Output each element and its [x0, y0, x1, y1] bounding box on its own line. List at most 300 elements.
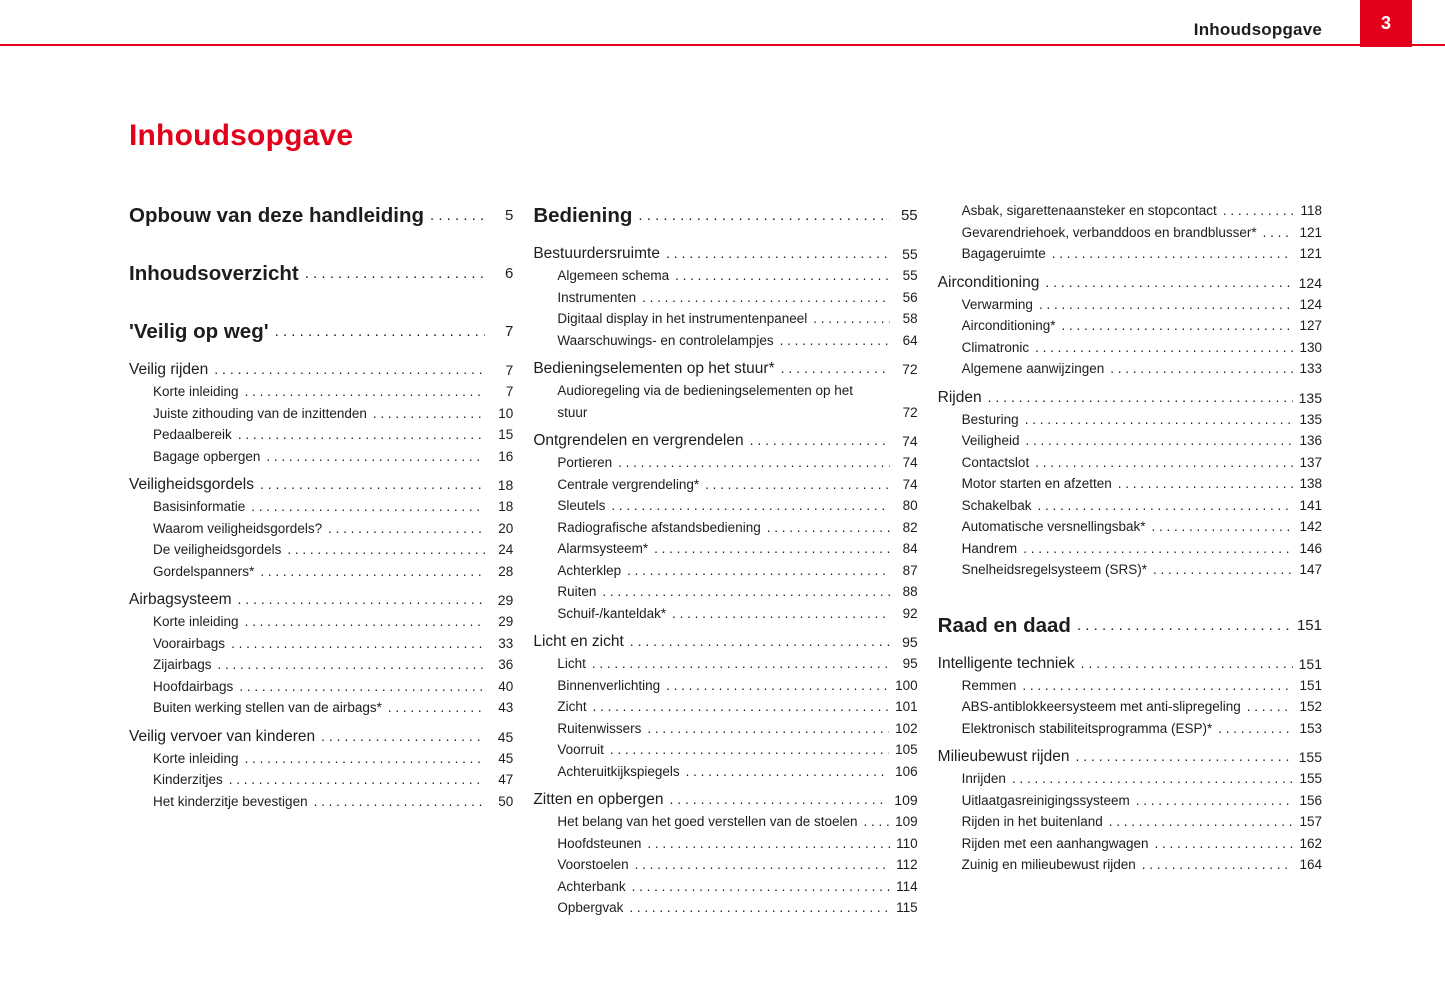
toc-entry: [129, 381, 513, 403]
toc-leader-dots: [1039, 271, 1292, 294]
toc-entry-label: Bediening: [533, 204, 633, 227]
toc-entry: [533, 876, 917, 898]
toc-leader-dots: [1257, 222, 1294, 244]
toc-entry-label: Schakelbak: [961, 497, 1032, 513]
toc-entry-page: 87: [902, 562, 918, 578]
toc-entry-page: 130: [1299, 339, 1322, 355]
toc-leader-dots: [1147, 559, 1293, 581]
toc-leader-dots: [626, 876, 890, 898]
toc-entry-page: 151: [1299, 677, 1322, 693]
toc-entry: [533, 833, 917, 855]
page-number-box: [1360, 0, 1412, 47]
toc-entry-page: 64: [902, 332, 918, 348]
toc-entry-label: Bedieningselementen op het stuur*: [533, 360, 775, 377]
toc-leader-dots: [223, 769, 486, 791]
toc-entry-label: Veiligheid: [961, 433, 1020, 448]
toc-entry-page: 84: [902, 541, 918, 556]
toc-entry-page: 33: [498, 635, 514, 651]
toc-entry-label: Juiste zithouding van de inzittenden: [153, 405, 367, 421]
toc-column-right: [938, 200, 1322, 876]
toc-entry-label: Voorruit: [557, 742, 604, 757]
toc-leader-dots: [586, 653, 890, 675]
toc-leader-dots: [308, 791, 486, 813]
toc-entry-label: Inhoudsoverzicht: [129, 262, 299, 285]
toc-entry: [533, 330, 917, 352]
toc-leader-dots: [663, 788, 888, 811]
toc-column-middle: [533, 200, 917, 919]
toc-leader-dots: [596, 581, 889, 603]
toc-entry: [938, 315, 1322, 337]
toc-entry-page: 80: [902, 498, 918, 513]
toc-entry-page: 28: [498, 563, 514, 579]
toc-entry: [938, 271, 1322, 294]
toc-entry-label: Het belang van het goed verstellen van de stoelen: [557, 814, 858, 829]
toc-leader-dots: [1019, 430, 1293, 452]
toc-entry-label: Alarmsysteem*: [557, 541, 649, 556]
toc-leader-dots: [641, 833, 889, 855]
toc-entry-label: Pedaalbereik: [153, 427, 232, 442]
toc-entry-label: Binnenverlichting: [557, 677, 661, 693]
toc-leader-dots: [641, 718, 889, 740]
toc-entry-page: 55: [902, 246, 918, 262]
toc-entry-label: Airconditioning*: [961, 318, 1056, 333]
toc-leader-dots: [233, 676, 485, 698]
toc-entry-page: 135: [1299, 411, 1322, 427]
toc-entry-label: Automatische versnellingsbak*: [961, 519, 1146, 534]
toc-entry: [129, 473, 513, 496]
toc-entry: [129, 358, 513, 381]
toc-entry-label: Opbouw van deze handleiding: [129, 204, 424, 227]
toc-entry-label: Airbagsysteem: [129, 591, 232, 608]
toc-entry-label: Hoofdairbags: [153, 678, 234, 694]
toc-entry-page: 141: [1299, 497, 1322, 513]
toc-entry-label: Intelligente techniek: [937, 654, 1075, 672]
toc-entry-page: 29: [498, 614, 514, 629]
toc-entry-page: 112: [896, 857, 918, 872]
toc-entry: [129, 769, 513, 791]
toc-leader-dots: [660, 675, 889, 697]
toc-entry-page: 88: [902, 584, 918, 599]
toc-entry-label: Ontgrendelen en vergrendelen: [533, 432, 744, 449]
toc-entry-label: Kinderzitjes: [153, 772, 223, 787]
toc-entry-label: Remmen: [961, 677, 1017, 693]
toc-leader-dots: [605, 495, 889, 517]
toc-entry-label: Zuinig en milieubewust rijden: [961, 857, 1136, 872]
toc-entry-label: Audioregeling via de bedieningselementen op het stuur: [557, 383, 854, 420]
toc-entry: [533, 653, 917, 675]
toc-entry-label: Ruitenwissers: [557, 720, 642, 736]
toc-columns: [129, 200, 1322, 919]
toc-entry-page: 29: [497, 592, 514, 608]
toc-entry-label: Licht en zicht: [533, 633, 624, 650]
toc-entry: [938, 222, 1322, 244]
toc-leader-dots: [660, 242, 890, 265]
toc-leader-dots: [232, 588, 486, 611]
toc-leader-dots: [1019, 409, 1294, 431]
toc-entry: [533, 517, 917, 539]
toc-entry: [938, 386, 1322, 409]
toc-entry: [129, 791, 513, 813]
toc-leader-dots: [744, 429, 890, 452]
toc-entry-page: 56: [902, 289, 918, 305]
toc-entry-page: 152: [1299, 699, 1322, 714]
toc-leader-dots: [1103, 811, 1294, 833]
toc-entry: [129, 200, 513, 229]
toc-leader-dots: [604, 739, 889, 761]
toc-entry: [938, 337, 1322, 359]
toc-entry-label: Rijden: [937, 388, 982, 406]
toc-entry-label: Gevarendriehoek, verbanddoos en brandblusser*: [961, 224, 1257, 240]
toc-entry-label: Basisinformatie: [153, 499, 246, 514]
toc-entry: [938, 718, 1322, 740]
toc-entry-label: Asbak, sigarettenaansteker en stopcontact: [961, 203, 1217, 218]
toc-leader-dots: [315, 725, 485, 748]
toc-entry: [533, 357, 917, 380]
toc-entry-page: 55: [900, 207, 918, 224]
toc-entry: [938, 538, 1322, 560]
toc-leader-dots: [1029, 337, 1293, 359]
toc-entry-label: Elektronisch stabiliteitsprogramma (ESP)*: [961, 720, 1213, 736]
toc-leader-dots: [636, 287, 890, 309]
toc-entry-label: Het kinderzitje bevestigen: [153, 793, 308, 809]
toc-leader-dots: [775, 357, 890, 380]
toc-entry-page: 124: [1298, 274, 1322, 291]
toc-entry: [938, 409, 1322, 431]
toc-entry: [129, 561, 513, 583]
toc-entry-label: Snelheidsregelsysteem (SRS)*: [961, 562, 1147, 577]
toc-entry-page: 115: [896, 900, 918, 915]
toc-leader-dots: [1104, 358, 1293, 380]
toc-entry: [533, 761, 917, 783]
toc-leader-dots: [1241, 696, 1294, 718]
toc-entry: [533, 718, 917, 740]
toc-leader-dots: [1112, 473, 1294, 495]
toc-entry: [533, 739, 917, 761]
toc-entry-page: 6: [504, 265, 514, 282]
toc-leader-dots: [761, 517, 890, 539]
toc-entry: [938, 833, 1322, 855]
toc-entry: [129, 748, 513, 770]
toc-leader-dots: [632, 200, 889, 229]
toc-leader-dots: [1146, 516, 1294, 538]
toc-entry: [938, 358, 1322, 380]
toc-entry: [533, 538, 917, 560]
toc-leader-dots: [1212, 718, 1293, 740]
toc-leader-dots: [699, 474, 889, 496]
toc-leader-dots: [1046, 243, 1294, 265]
toc-entry-page: 142: [1299, 519, 1322, 534]
toc-entry-page: 114: [896, 878, 918, 894]
toc-entry-page: 121: [1299, 224, 1322, 240]
toc-entry: [129, 316, 513, 345]
toc-entry: [129, 518, 513, 540]
toc-entry-page: 7: [505, 384, 514, 399]
toc-entry-label: Rijden met een aanhangwagen: [961, 835, 1149, 851]
toc-content: [129, 118, 1322, 919]
toc-entry: [533, 380, 917, 423]
toc-entry: [533, 242, 917, 265]
toc-entry-page: 106: [895, 763, 918, 779]
toc-entry-label: ABS-antiblokkeersysteem met anti-slipregeling: [961, 699, 1241, 714]
toc-entry-page: 55: [902, 268, 918, 283]
toc-entry-label: Milieubewust rijden: [937, 748, 1070, 765]
toc-entry: [938, 696, 1322, 718]
toc-entry: [938, 495, 1322, 517]
toc-entry-page: 74: [902, 433, 918, 449]
toc-entry-label: Contactslot: [961, 454, 1030, 470]
toc-entry-page: 72: [902, 361, 918, 377]
toc-entry-page: 135: [1298, 389, 1322, 406]
toc-entry-page: 151: [1296, 616, 1322, 634]
toc-entry-page: 20: [498, 520, 514, 536]
toc-entry-page: 137: [1299, 454, 1322, 470]
header-rule: [0, 44, 1445, 46]
toc-leader-dots: [254, 473, 485, 496]
toc-entry-label: Motor starten en afzetten: [961, 476, 1112, 491]
toc-entry-page: 36: [498, 657, 514, 672]
toc-entry-label: Veiligheidsgordels: [129, 476, 254, 493]
toc-entry-page: 127: [1299, 318, 1322, 333]
toc-leader-dots: [208, 358, 485, 381]
toc-entry-page: 72: [902, 404, 918, 420]
toc-leader-dots: [621, 560, 890, 582]
toc-entry-label: Zicht: [557, 699, 587, 714]
toc-entry: [533, 696, 917, 718]
toc-leader-dots: [1130, 790, 1294, 812]
page-header: [0, 0, 1445, 48]
toc-leader-dots: [254, 561, 485, 583]
toc-entry-page: 109: [894, 792, 918, 808]
toc-entry-page: 10: [498, 405, 514, 421]
toc-leader-dots: [212, 654, 486, 676]
toc-entry-page: 147: [1299, 562, 1322, 577]
toc-entry-page: 95: [902, 634, 918, 650]
toc-entry-page: 58: [902, 311, 918, 326]
toc-entry: [533, 287, 917, 309]
toc-entry-page: 15: [498, 427, 514, 442]
toc-entry: [938, 811, 1322, 833]
toc-entry-label: Zijairbags: [153, 657, 212, 672]
toc-entry-label: Besturing: [961, 411, 1019, 427]
toc-entry: [129, 588, 513, 611]
toc-entry: [129, 654, 513, 676]
toc-entry: [938, 768, 1322, 790]
toc-entry: [533, 474, 917, 496]
toc-leader-dots: [245, 496, 485, 518]
toc-leader-dots: [666, 603, 890, 625]
page-number: 3: [1380, 13, 1391, 33]
toc-entry: [938, 745, 1322, 768]
toc-entry-page: 164: [1299, 857, 1322, 872]
toc-entry: [129, 446, 513, 468]
toc-leader-dots: [269, 316, 486, 345]
toc-entry-label: 'Veilig op weg': [129, 320, 269, 343]
toc-entry-label: Instrumenten: [557, 289, 637, 305]
toc-entry: [129, 403, 513, 425]
toc-leader-dots: [1055, 315, 1293, 337]
toc-leader-dots: [322, 518, 485, 540]
toc-entry-page: 156: [1299, 792, 1322, 808]
toc-entry-label: Climatronic: [961, 339, 1030, 355]
toc-leader-dots: [648, 538, 890, 560]
toc-entry-page: 18: [497, 477, 514, 493]
toc-entry-page: 109: [895, 814, 918, 829]
toc-entry: [533, 265, 917, 287]
toc-entry: [533, 603, 917, 625]
toc-entry-page: 7: [504, 323, 514, 340]
toc-entry-page: 157: [1299, 814, 1322, 829]
toc-entry-label: Voorstoelen: [557, 857, 629, 872]
toc-leader-dots: [1033, 294, 1294, 316]
toc-entry-page: 47: [498, 772, 514, 787]
toc-leader-dots: [774, 330, 890, 352]
toc-entry: [533, 854, 917, 876]
toc-entry-label: Waarom veiligheidsgordels?: [153, 520, 323, 536]
toc-leader-dots: [1016, 675, 1293, 697]
toc-entry-label: Uitlaatgasreinigingssysteem: [961, 792, 1130, 808]
toc-entry-label: Rijden in het buitenland: [961, 814, 1103, 829]
toc-entry-label: Bagageruimte: [961, 246, 1046, 261]
toc-entry-page: 110: [896, 835, 918, 851]
toc-entry-label: Licht: [557, 656, 586, 671]
toc-entry: [129, 697, 513, 719]
toc-entry-label: Sleutels: [557, 498, 606, 513]
toc-leader-dots: [1217, 200, 1294, 222]
toc-entry: [938, 675, 1322, 697]
toc-entry: [129, 258, 513, 287]
toc-leader-dots: [1006, 768, 1294, 790]
toc-leader-dots: [367, 403, 485, 425]
toc-leader-dots: [629, 854, 890, 876]
toc-entry: [938, 610, 1322, 639]
toc-entry: [533, 308, 917, 330]
toc-leader-dots: [1029, 452, 1293, 474]
toc-entry: [938, 854, 1322, 876]
toc-entry-page: 92: [902, 605, 918, 621]
toc-entry-label: Veilig vervoer van kinderen: [129, 727, 316, 745]
toc-entry-label: Achteruitkijkspiegels: [557, 763, 680, 779]
toc-entry-label: Bagage opbergen: [153, 448, 261, 464]
toc-leader-dots: [281, 539, 485, 561]
toc-entry-page: 74: [902, 476, 918, 492]
toc-entry-label: Inrijden: [961, 771, 1006, 786]
toc-entry: [938, 516, 1322, 538]
toc-entry-page: 82: [902, 519, 918, 535]
toc-entry-label: Radiografische afstandsbediening: [557, 519, 761, 535]
toc-entry-page: 162: [1299, 835, 1322, 851]
toc-entry-label: Verwarming: [961, 296, 1033, 312]
toc-leader-dots: [239, 381, 486, 403]
toc-leader-dots: [1071, 610, 1291, 639]
toc-entry-page: 155: [1298, 749, 1322, 765]
toc-entry-page: 155: [1299, 771, 1322, 786]
toc-entry: [533, 811, 917, 833]
toc-entry: [533, 581, 917, 603]
toc-entry-label: Centrale vergrendeling*: [557, 476, 700, 492]
header-title: Inhoudsopgave: [1193, 20, 1322, 39]
toc-entry-page: 74: [902, 455, 918, 470]
toc-leader-dots: [239, 611, 486, 633]
toc-leader-dots: [239, 748, 486, 770]
toc-entry-label: Schuif-/kanteldak*: [557, 605, 667, 621]
toc-entry-label: Zitten en opbergen: [533, 791, 664, 808]
toc-leader-dots: [1149, 833, 1294, 855]
toc-leader-dots: [424, 200, 485, 229]
toc-entry: [938, 200, 1322, 222]
toc-leader-dots: [680, 761, 889, 783]
toc-entry-page: 118: [1300, 203, 1322, 218]
toc-leader-dots: [807, 308, 889, 330]
toc-entry: [129, 676, 513, 698]
toc-entry-page: 95: [902, 656, 918, 671]
toc-leader-dots: [624, 630, 890, 653]
toc-entry-page: 50: [498, 793, 514, 809]
toc-leader-dots: [669, 265, 890, 287]
toc-entry-label: Opbergvak: [557, 900, 624, 915]
toc-entry: [129, 539, 513, 561]
toc-leader-dots: [587, 696, 890, 718]
toc-entry-label: Ruiten: [557, 584, 597, 599]
toc-leader-dots: [612, 452, 890, 474]
toc-entry: [938, 790, 1322, 812]
toc-leader-dots: [299, 258, 486, 287]
toc-entry-label: Korte inleiding: [153, 384, 239, 399]
toc-entry-label: Waarschuwings- en controlelampjes: [557, 332, 774, 348]
toc-leader-dots: [1136, 854, 1294, 876]
toc-entry-page: 124: [1299, 296, 1322, 312]
toc-entry-page: 45: [497, 728, 514, 745]
toc-entry: [938, 452, 1322, 474]
toc-entry-page: 24: [498, 542, 514, 557]
toc-leader-dots: [382, 697, 485, 719]
toc-entry: [129, 725, 513, 748]
toc-entry-page: 100: [895, 677, 918, 693]
toc-leader-dots: [232, 424, 486, 446]
toc-column-left: [129, 200, 513, 812]
toc-entry-page: 45: [498, 750, 514, 766]
toc-entry: [533, 495, 917, 517]
toc-entry-label: Voorairbags: [153, 635, 226, 651]
toc-entry-page: 151: [1298, 655, 1322, 672]
toc-entry-label: Hoofdsteunen: [557, 835, 642, 851]
toc-entry-page: 121: [1299, 246, 1322, 261]
toc-leader-dots: [1017, 538, 1293, 560]
toc-entry-page: 146: [1299, 540, 1322, 556]
toc-entry-page: 102: [895, 720, 918, 736]
toc-entry-page: 18: [498, 499, 514, 514]
toc-entry-page: 101: [895, 699, 918, 714]
toc-entry-label: Algemene aanwijzingen: [961, 361, 1105, 376]
toc-entry-page: 153: [1299, 720, 1322, 736]
toc-entry-page: 105: [895, 742, 918, 757]
toc-entry: [129, 611, 513, 633]
toc-entry-label: Airconditioning: [937, 273, 1040, 291]
toc-entry-page: 40: [498, 678, 514, 694]
toc-entry-label: Veilig rijden: [129, 361, 209, 378]
toc-entry-label: Achterklep: [557, 562, 622, 578]
toc-entry: [938, 430, 1322, 452]
toc-leader-dots: [260, 446, 485, 468]
toc-entry: [938, 559, 1322, 581]
toc-entry: [938, 243, 1322, 265]
toc-entry-label: Bestuurdersruimte: [533, 245, 660, 262]
toc-entry: [533, 675, 917, 697]
toc-entry: [938, 652, 1322, 675]
toc-entry: [533, 429, 917, 452]
toc-entry-label: De veiligheidsgordels: [153, 542, 282, 557]
toc-entry-page: 136: [1299, 433, 1322, 448]
toc-entry-page: 16: [498, 448, 514, 464]
